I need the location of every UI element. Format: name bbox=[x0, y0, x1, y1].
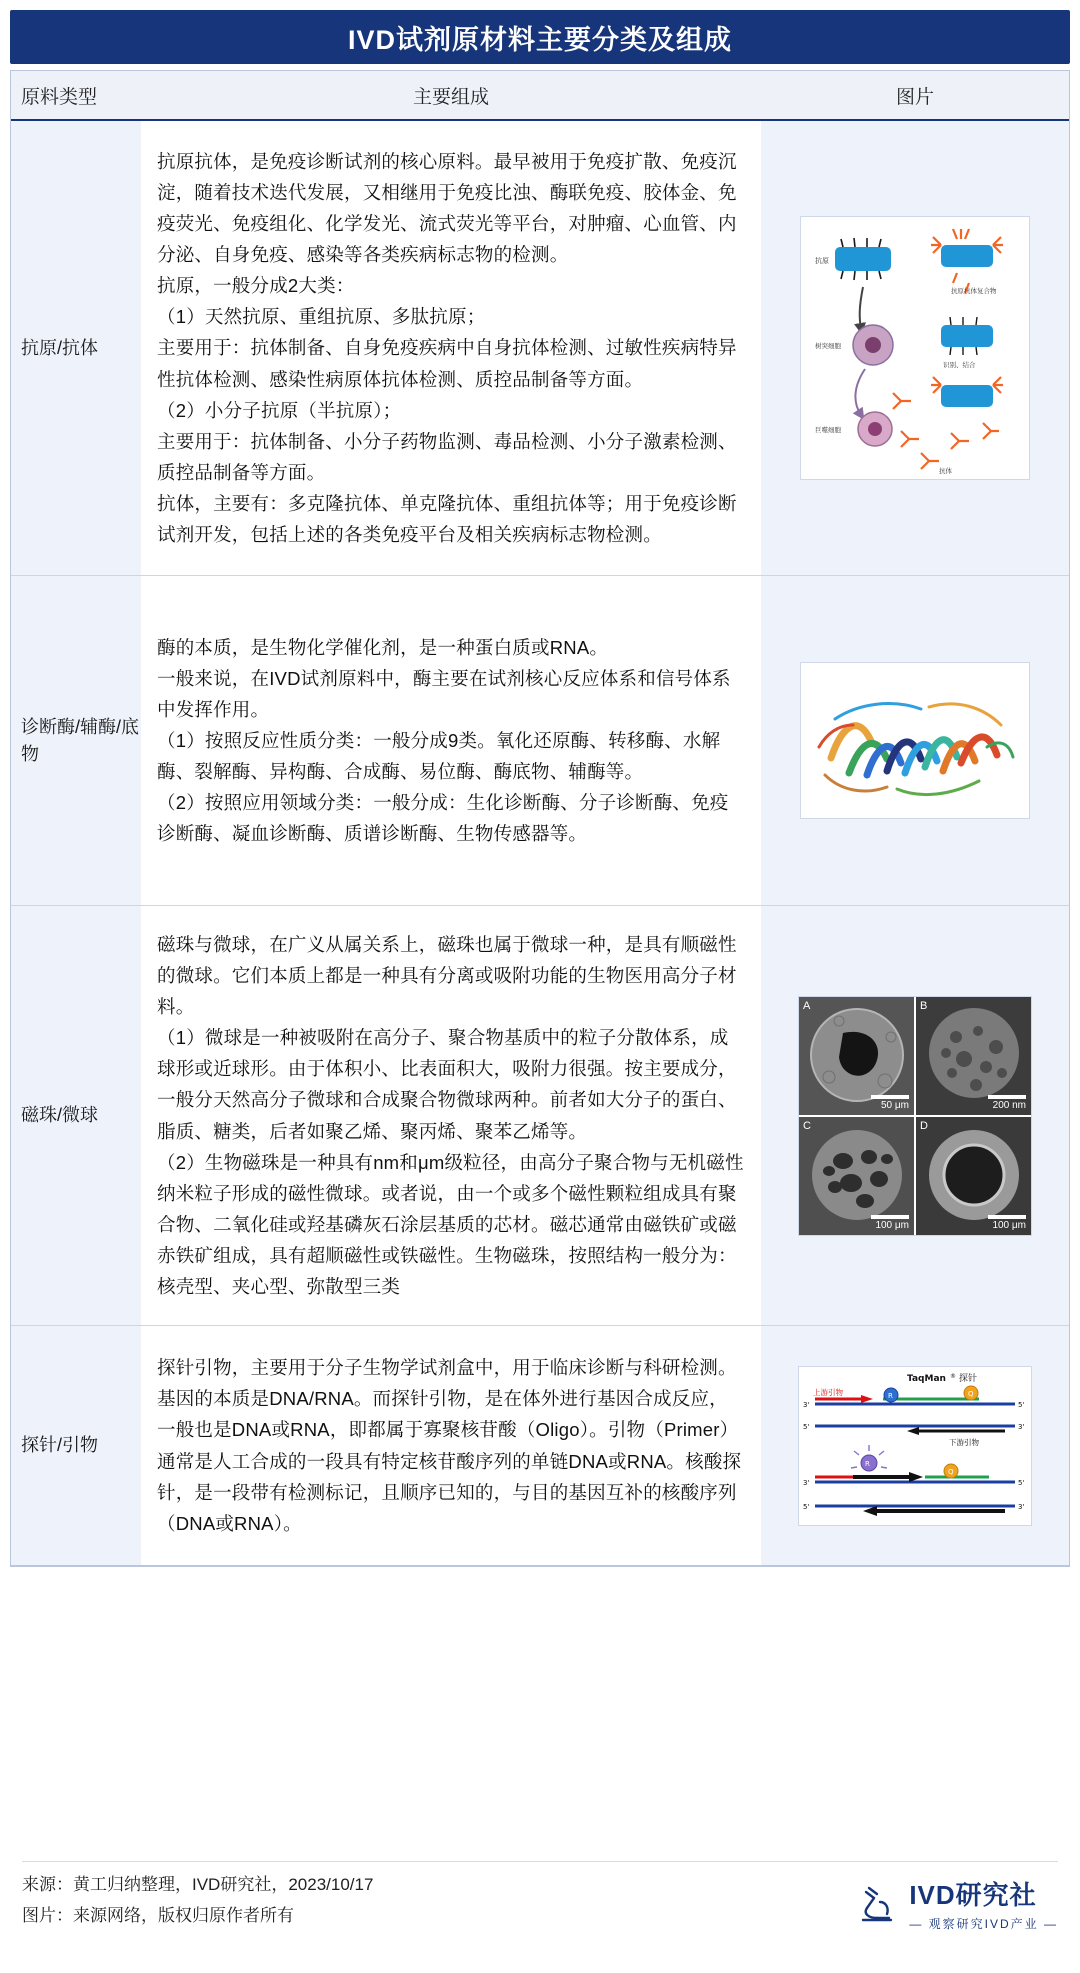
classification-table bbox=[10, 70, 1070, 1567]
page-title: IVD试剂原材料主要分类及组成 bbox=[347, 24, 732, 55]
brand-tagline: — 观察研究IVD产业 — bbox=[909, 1917, 1058, 1931]
svg-text:Q: Q bbox=[948, 1467, 954, 1476]
svg-text:®: ® bbox=[950, 1372, 956, 1380]
svg-text:R: R bbox=[865, 1459, 870, 1468]
column-header-image: 图片 bbox=[895, 86, 934, 108]
page-title-bar bbox=[10, 10, 1070, 64]
svg-text:3': 3' bbox=[1018, 1422, 1025, 1431]
table-header-row bbox=[11, 70, 1069, 121]
microscope-icon bbox=[853, 1878, 899, 1929]
svg-text:抗体: 抗体 bbox=[939, 467, 952, 475]
row-image-cell bbox=[761, 576, 1069, 905]
sem-panel-a bbox=[799, 997, 914, 1115]
svg-text:3': 3' bbox=[803, 1478, 810, 1487]
row-type-label: 抗原/抗体 bbox=[21, 337, 99, 358]
row-description: 磁珠与微球，在广义从属关系上，磁珠也属于微球一种，是具有顺磁性的微球。它们本质上都是一种具有分离或吸附功能的生物医用高分子材料。 （1）微球是一种被吸附在高分子、聚合物基质中的粒子分散体系，成球形或近球形。由于体积小、比表面积大，吸附力很强。按主要成分，一般分天然高分子微球和合成聚合物微球两种。前者如大分子的蛋白、脂质、糖类，后者如聚乙烯、聚丙烯、聚苯乙烯等。 （2）生物磁珠是一种具有nm和μm级粒径，由高分子聚合物与无机磁性纳米粒子形成的磁性微球。或者说，由一个或多个磁性颗粒组成具有聚合物、二氧化硅或羟基磷灰石涂层基质的芯材。磁芯通常由磁铁矿或磁赤铁矿组成，具有超顺磁性或铁磁性。生物磁珠，按照结构一般分为：核壳型、夹心型、弥散型三类 bbox=[141, 906, 761, 1325]
scale-label-d: 100 μm bbox=[992, 1219, 1026, 1231]
svg-text:抗原: 抗原 bbox=[815, 257, 829, 265]
brand-text bbox=[909, 1875, 1058, 1932]
svg-text:探针: 探针 bbox=[959, 1373, 978, 1384]
svg-text:5': 5' bbox=[803, 1422, 810, 1431]
protein-ribbon-structure bbox=[800, 662, 1030, 819]
sem-microsphere-panels bbox=[798, 996, 1032, 1236]
table-row bbox=[11, 1326, 1069, 1566]
row-image-cell bbox=[761, 906, 1069, 1325]
row-image-cell bbox=[761, 121, 1069, 575]
table-row bbox=[11, 906, 1069, 1326]
row-description: 探针引物，主要用于分子生物学试剂盒中，用于临床诊断与科研检测。基因的本质是DNA/RNA。而探针引物，是在体外进行基因合成反应，一般也是DNA或RNA，即都属于寡聚核苷酸（Oligo）。引物（Primer）通常是人工合成的一段具有特定核苷酸序列的单链DNA或RNA。核酸探针，是一段带有检测标记，且顺序已知的，与目的基因互补的核酸序列（DNA或RNA）。 bbox=[141, 1326, 761, 1565]
brand-block bbox=[853, 1869, 1058, 1932]
footer-source-line: 来源：黄工归纳整理，IVD研究社，2023/10/17 bbox=[22, 1875, 374, 1894]
svg-text:TaqMan: TaqMan bbox=[907, 1373, 946, 1384]
svg-text:巨噬细胞: 巨噬细胞 bbox=[815, 426, 841, 434]
footer-divider bbox=[22, 1861, 1058, 1862]
svg-text:Q: Q bbox=[968, 1389, 974, 1398]
scale-bar-c bbox=[871, 1215, 909, 1219]
panel-label-c: C bbox=[803, 1119, 811, 1132]
scale-label-b: 200 nm bbox=[992, 1099, 1026, 1111]
scale-bar-d bbox=[988, 1215, 1026, 1219]
sem-panel-d bbox=[916, 1117, 1031, 1235]
svg-text:下游引物: 下游引物 bbox=[949, 1437, 979, 1447]
row-type-label: 诊断酶/辅酶/底物 bbox=[21, 716, 140, 764]
table-row bbox=[11, 576, 1069, 906]
taqman-probe-diagram bbox=[798, 1366, 1032, 1526]
svg-text:5': 5' bbox=[1018, 1400, 1025, 1409]
column-header-composition: 主要组成 bbox=[412, 86, 489, 108]
scale-label-a: 50 μm bbox=[881, 1099, 909, 1111]
antigen-antibody-diagram bbox=[800, 216, 1030, 480]
sem-panel-c bbox=[799, 1117, 914, 1235]
brand-name: IVD研究社 bbox=[909, 1880, 1037, 1910]
panel-label-d: D bbox=[920, 1119, 928, 1132]
table-row bbox=[11, 121, 1069, 576]
row-description: 酶的本质，是生物化学催化剂，是一种蛋白质或RNA。 一般来说，在IVD试剂原料中，酶主要在试剂核心反应体系和信号体系中发挥作用。 （1）按照反应性质分类：一般分成9类。氧化还原酶、转移酶、水解酶、裂解酶、异构酶、合成酶、易位酶、酶底物、辅酶等。 （2）按照应用领域分类：一般分成：生化诊断酶、分子诊断酶、免疫诊断酶、凝血诊断酶、质谱诊断酶、生物传感器等。 bbox=[141, 576, 761, 905]
scale-bar-a bbox=[871, 1095, 909, 1099]
row-description: 抗原抗体，是免疫诊断试剂的核心原料。最早被用于免疫扩散、免疫沉淀，随着技术迭代发展，又相继用于免疫比浊、酶联免疫、胶体金、免疫荧光、免疫组化、化学发光、流式荧光等平台，对肿瘤、心血管、内分泌、自身免疫、感染等各类疾病标志物的检测。 抗原，一般分成2大类： （1）天然抗原、重组抗原、多肽抗原； 主要用于：抗体制备、自身免疫疾病中自身抗体检测、过敏性疾病特异性抗体检测、感染性病原体抗体检测、质控品制备等方面。 （2）小分子抗原（半抗原）； 主要用于：抗体制备、小分子药物监测、毒品检测、小分子激素检测、质控品制备等方面。 抗体，主要有：多克隆抗体、单克隆抗体、重组抗体等；用于免疫诊断试剂开发，包括上述的各类免疫平台及相关疾病标志物检测。 bbox=[141, 121, 761, 575]
footer bbox=[0, 1855, 1080, 1973]
scale-label-c: 100 μm bbox=[875, 1219, 909, 1231]
svg-text:5': 5' bbox=[1018, 1478, 1025, 1487]
svg-text:识别、结合: 识别、结合 bbox=[943, 361, 976, 369]
panel-label-b: B bbox=[920, 999, 928, 1012]
column-header-type: 原料类型 bbox=[21, 86, 98, 108]
footer-source-block bbox=[22, 1869, 373, 1932]
svg-text:抗原抗体复合物: 抗原抗体复合物 bbox=[951, 287, 997, 295]
svg-text:3': 3' bbox=[803, 1400, 810, 1409]
sem-panel-b bbox=[916, 997, 1031, 1115]
svg-text:5': 5' bbox=[803, 1502, 810, 1511]
scale-bar-b bbox=[988, 1095, 1026, 1099]
row-image-cell bbox=[761, 1326, 1069, 1565]
footer-image-credit-line: 图片：来源网络，版权归原作者所有 bbox=[22, 1906, 294, 1926]
row-type-label: 磁珠/微球 bbox=[21, 1105, 99, 1125]
svg-text:上游引物: 上游引物 bbox=[813, 1387, 843, 1397]
svg-text:R: R bbox=[888, 1391, 893, 1400]
row-type-label: 探针/引物 bbox=[21, 1435, 99, 1455]
panel-label-a: A bbox=[803, 999, 811, 1012]
svg-text:3': 3' bbox=[1018, 1502, 1025, 1511]
svg-text:树突细胞: 树突细胞 bbox=[815, 342, 841, 350]
